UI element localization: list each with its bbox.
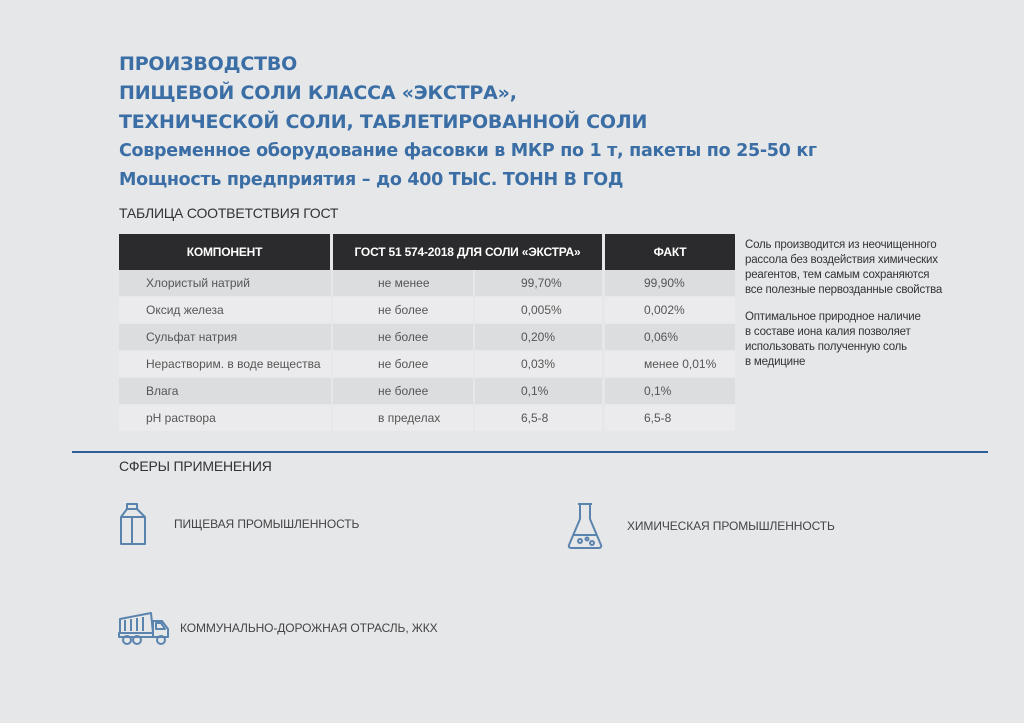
- cell-fact: 0,002%: [605, 297, 735, 324]
- header-fact: ФАКТ: [605, 234, 735, 270]
- cell-condition: не более: [333, 378, 475, 405]
- cell-component: pH раствора: [119, 405, 333, 432]
- cell-component: Нерастворим. в воде вещества: [119, 351, 333, 378]
- cell-condition: не менее: [333, 270, 475, 297]
- cell-condition: не более: [333, 297, 475, 324]
- cell-fact: 99,90%: [605, 270, 735, 297]
- notes-panel: [745, 238, 995, 382]
- cell-fact: 0,1%: [605, 378, 735, 405]
- headline-line-1: ПРОИЗВОДСТВО: [119, 53, 298, 75]
- sphere-chemical-label: ХИМИЧЕСКАЯ ПРОМЫШЛЕННОСТЬ: [627, 519, 835, 533]
- sphere-food-label: ПИЩЕВАЯ ПРОМЫШЛЕННОСТЬ: [174, 517, 360, 531]
- cell-fact: менее 0,01%: [605, 351, 735, 378]
- cell-fact: 6,5-8: [605, 405, 735, 432]
- header-component: КОМПОНЕНТ: [119, 234, 333, 270]
- headline-line-3: ТЕХНИЧЕСКОЙ СОЛИ, ТАБЛЕТИРОВАННОЙ СОЛИ: [119, 111, 648, 133]
- headline-line-4: Современное оборудование фасовки в МКР по 1 т, пакеты по 25-50 кг: [119, 141, 817, 161]
- table-row: [119, 351, 735, 378]
- header-gost: ГОСТ 51 574-2018 ДЛЯ СОЛИ «ЭКСТРА»: [333, 234, 605, 270]
- table-row: [119, 297, 735, 324]
- cell-fact: 0,06%: [605, 324, 735, 351]
- table-header-row: [119, 234, 735, 270]
- headline-line-5: Мощность предприятия – до 400 ТЫС. ТОНН В ГОД: [119, 170, 624, 190]
- gost-table: [119, 234, 735, 432]
- headline-line-2: ПИЩЕВОЙ СОЛИ КЛАССА «ЭКСТРА»,: [119, 82, 517, 104]
- cell-condition: в пределах: [333, 405, 475, 432]
- cell-gost: 0,20%: [475, 324, 605, 351]
- milk-carton-icon: [118, 502, 148, 546]
- cell-gost: 0,005%: [475, 297, 605, 324]
- table-row: [119, 378, 735, 405]
- section-divider: [72, 451, 988, 453]
- table-row: [119, 270, 735, 297]
- note-paragraph-2: Оптимальное природное наличие в составе иона калия позволяет использовать полученную соль в медицине: [745, 311, 921, 368]
- table-row: [119, 405, 735, 432]
- cell-condition: не более: [333, 351, 475, 378]
- cell-gost: 0,03%: [475, 351, 605, 378]
- cell-component: Хлористый натрий: [119, 270, 333, 297]
- cell-condition: не более: [333, 324, 475, 351]
- sphere-road: [117, 609, 438, 647]
- note-paragraph-1: Соль производится из неочищенного рассола без воздействия химических реагентов, тем самым сохраняются все полезные первозданные свойства: [745, 239, 943, 296]
- table-title: ТАБЛИЦА СООТВЕТСТВИЯ ГОСТ: [119, 205, 339, 221]
- cell-component: Оксид железа: [119, 297, 333, 324]
- cell-component: Влага: [119, 378, 333, 405]
- cell-component: Сульфат натрия: [119, 324, 333, 351]
- sphere-road-label: КОММУНАЛЬНО-ДОРОЖНАЯ ОТРАСЛЬ, ЖКХ: [180, 621, 438, 635]
- cell-gost: 0,1%: [475, 378, 605, 405]
- cell-gost: 6,5-8: [475, 405, 605, 432]
- spheres-title: СФЕРЫ ПРИМЕНЕНИЯ: [119, 458, 272, 474]
- flask-icon: [565, 501, 605, 551]
- dump-truck-icon: [117, 609, 171, 647]
- sphere-food: [118, 502, 359, 546]
- sphere-chemical: [565, 501, 835, 551]
- table-row: [119, 324, 735, 351]
- cell-gost: 99,70%: [475, 270, 605, 297]
- page-headline: [119, 50, 817, 195]
